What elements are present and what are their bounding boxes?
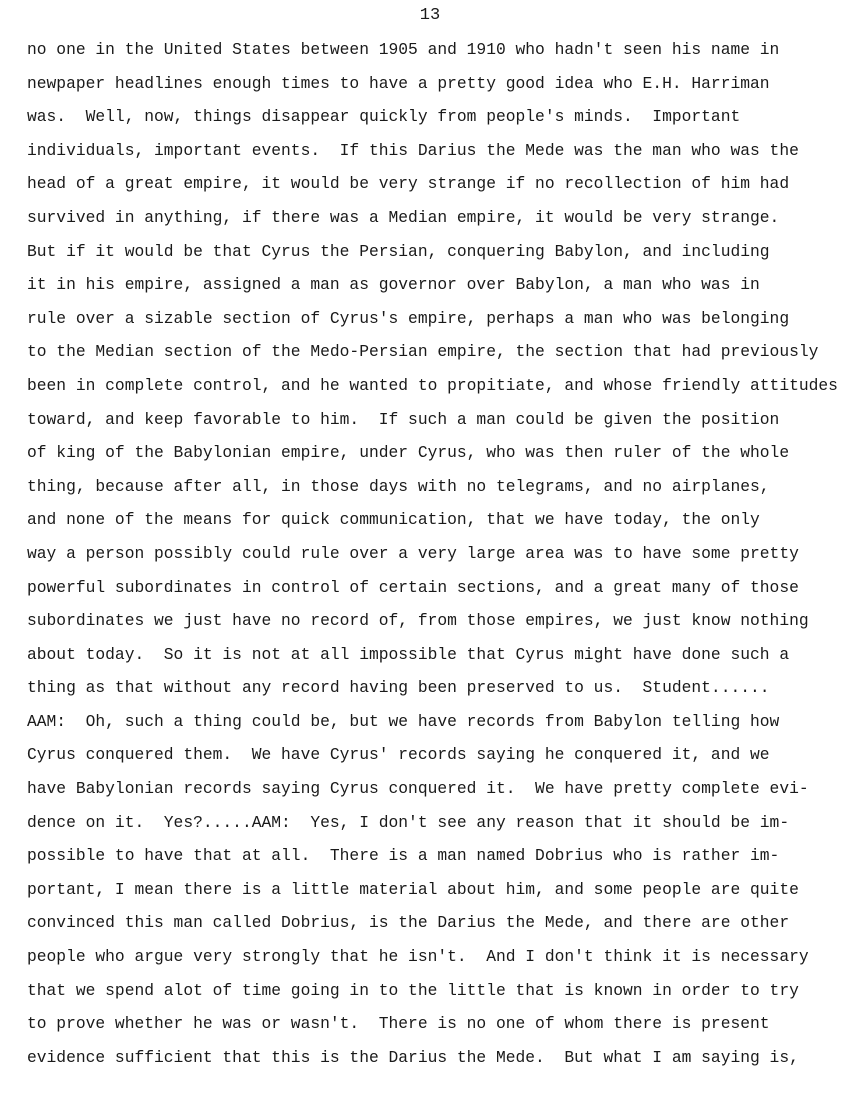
transcript-body: [27, 36, 850, 1077]
text-line: newpaper headlines enough times to have a pretty good idea who E.H. Harriman: [27, 73, 770, 93]
text-line: evidence sufficient that this is the Darius the Mede. But what I am saying is,: [27, 1047, 799, 1067]
text-line: of king of the Babylonian empire, under Cyrus, who was then ruler of the whole: [27, 443, 790, 463]
text-line: AAM: Oh, such a thing could be, but we have records from Babylon telling how: [27, 711, 780, 731]
text-line: toward, and keep favorable to him. If such a man could be given the position: [27, 409, 780, 429]
text-line: head of a great empire, it would be very strange if no recollection of him had: [27, 174, 790, 194]
text-line: Cyrus conquered them. We have Cyrus' records saying he conquered it, and we: [27, 745, 770, 765]
text-line: portant, I mean there is a little material about him, and some people are quite: [27, 879, 799, 899]
text-line: convinced this man called Dobrius, is the Darius the Mede, and there are other: [27, 913, 790, 933]
text-line: powerful subordinates in control of certain sections, and a great many of those: [27, 577, 799, 597]
text-line: it in his empire, assigned a man as governor over Babylon, a man who was in: [27, 275, 760, 295]
text-line: survived in anything, if there was a Median empire, it would be very strange.: [27, 207, 780, 227]
text-line: about today. So it is not at all impossible that Cyrus might have done such a: [27, 644, 790, 664]
text-line: thing as that without any record having been preserved to us. Student......: [27, 678, 770, 698]
text-line: way a person possibly could rule over a very large area was to have some pretty: [27, 543, 799, 563]
page-number: 13: [419, 6, 441, 25]
text-line: thing, because after all, in those days with no telegrams, and no airplanes,: [27, 476, 770, 496]
text-line: to the Median section of the Medo-Persian empire, the section that had previously: [27, 342, 819, 362]
text-line: But if it would be that Cyrus the Persian, conquering Babylon, and including: [27, 241, 770, 261]
text-line: that we spend alot of time going in to the little that is known in order to try: [27, 980, 799, 1000]
text-line: and none of the means for quick communication, that we have today, the only: [27, 510, 760, 530]
text-line: subordinates we just have no record of, from those empires, we just know nothing: [27, 611, 809, 631]
text-line: possible to have that at all. There is a man named Dobrius who is rather im-: [27, 846, 780, 866]
text-line: to prove whether he was or wasn't. There is no one of whom there is present: [27, 1014, 770, 1034]
text-line: have Babylonian records saying Cyrus conquered it. We have pretty complete evi-: [27, 779, 809, 799]
text-line: been in complete control, and he wanted to propitiate, and whose friendly attitudes: [27, 375, 838, 395]
text-line: was. Well, now, things disappear quickly from people's minds. Important: [27, 107, 741, 127]
text-line: people who argue very strongly that he isn't. And I don't think it is necessary: [27, 947, 809, 967]
text-line: dence on it. Yes?.....AAM: Yes, I don't see any reason that it should be im-: [27, 812, 790, 832]
text-line: individuals, important events. If this Darius the Mede was the man who was the: [27, 140, 799, 160]
text-line: rule over a sizable section of Cyrus's empire, perhaps a man who was belonging: [27, 308, 790, 328]
text-line: no one in the United States between 1905 and 1910 who hadn't seen his name in: [27, 40, 780, 59]
